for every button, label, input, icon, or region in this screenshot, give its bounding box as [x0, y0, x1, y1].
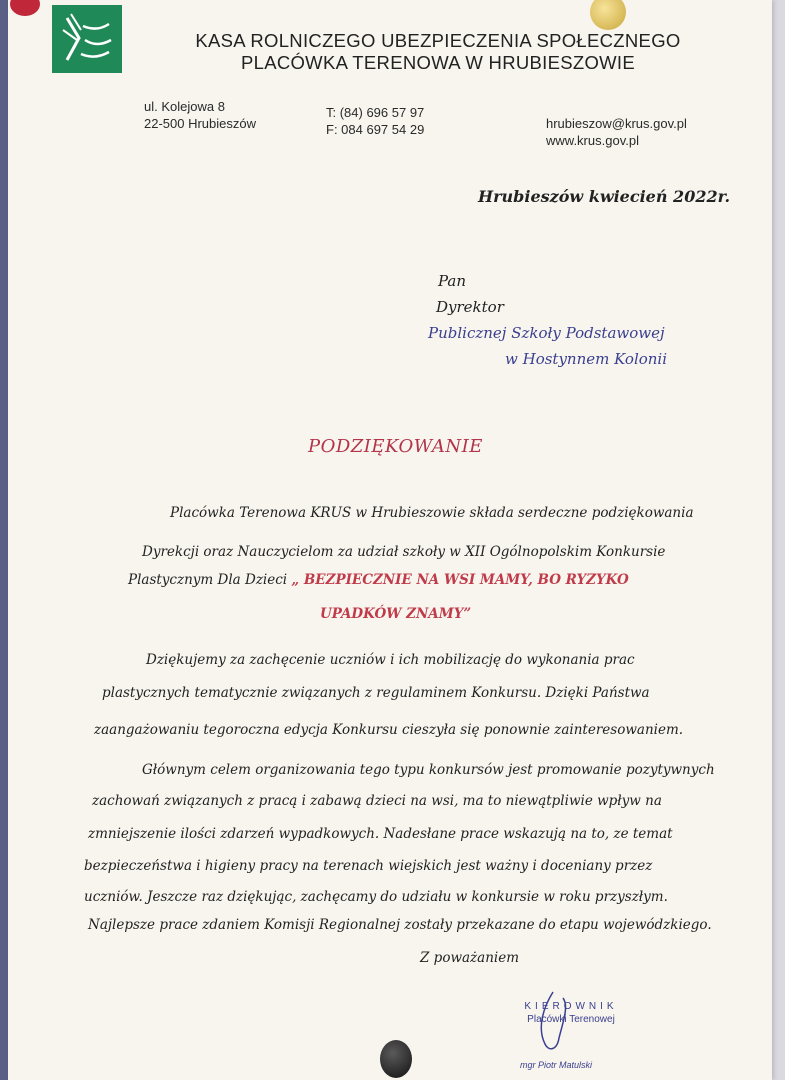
letter-paper: [8, 0, 772, 1080]
letter-heading: PODZIĘKOWANIE: [308, 436, 483, 457]
stamp-subtitle: Placówki Terenowej: [527, 1014, 615, 1025]
para1-line-3-text: Plastycznym Dla Dzieci: [128, 572, 288, 588]
closing-salutation: Z poważaniem: [420, 950, 520, 966]
para1-line-3: [128, 572, 629, 588]
recipient-line-2: Dyrektor: [436, 298, 504, 316]
para3-line-4: bezpieczeństwa i higieny pracy na terenach wiejskich jest ważny i doceniany przez: [84, 858, 653, 874]
recipient-line-1: Pan: [438, 272, 467, 290]
header-line-2: PLACÓWKA TERENOWA W HRUBIESZOWIE: [240, 52, 636, 73]
contest-title-part-1: „ BEZPIECZNIE NA WSI MAMY, BO RYZYKO: [291, 572, 629, 588]
phone-number: T: (84) 696 57 97: [326, 105, 425, 120]
para3-line-1: Głównym celem organizowania tego typu konkursów jest promowanie pozytywnych: [142, 762, 715, 778]
signer-name: mgr Piotr Matulski: [520, 1060, 593, 1070]
black-pushpin-icon: [380, 1040, 412, 1078]
header-line-1: KASA ROLNICZEGO UBEZPIECZENIA SPOŁECZNEGO: [195, 30, 681, 51]
fax-number: F: 084 697 54 29: [326, 122, 425, 137]
para1-line-2: Dyrekcji oraz Nauczycielom za udział szkoły w XII Ogólnopolskim Konkursie: [142, 544, 666, 560]
institution-header: [158, 30, 718, 74]
recipient-line-3: Publicznej Szkoły Podstawowej: [428, 324, 665, 342]
para2-line-2: plastycznych tematycznie związanych z regulaminem Konkursu. Dzięki Państwa: [102, 685, 650, 701]
para3-line-5: uczniów. Jeszcze raz dziękując, zachęcamy do udziału w konkursie w roku przyszłym.: [84, 889, 668, 905]
web-block: [546, 115, 687, 149]
para2-line-3: zaangażowaniu tegoroczna edycja Konkursu cieszyła się ponownie zainteresowaniem.: [94, 722, 684, 738]
para1-line-1: Placówka Terenowa KRUS w Hrubieszowie składa serdeczne podziękowania: [170, 505, 694, 521]
contest-title-part-2: UPADKÓW ZNAMY”: [320, 606, 472, 622]
para3-line-6: Najlepsze prace zdaniem Komisji Regionalnej zostały przekazane do etapu wojewódzkiego.: [88, 917, 712, 933]
letter-date: Hrubieszów kwiecień 2022r.: [478, 187, 731, 206]
email-address: hrubieszow@krus.gov.pl: [546, 116, 687, 131]
phone-block: [326, 104, 424, 138]
para3-line-2: zachowań związanych z pracą i zabawą dzieci na wsi, ma to niewątpliwie wpływ na: [92, 793, 662, 809]
para3-line-3: zmniejszenie ilości zdarzeń wypadkowych. Nadesłane prace wskazują na to, ze temat: [88, 826, 673, 842]
para2-line-1: Dziękujemy za zachęcenie uczniów i ich mobilizację do wykonania prac: [146, 652, 635, 668]
krus-logo-icon: [52, 5, 122, 73]
address-line-1: ul. Kolejowa 8: [144, 99, 225, 114]
signature-icon: [523, 988, 583, 1060]
address-block: [144, 98, 256, 132]
address-line-2: 22-500 Hrubieszów: [144, 116, 257, 131]
stamp-title: KIEROWNIK: [524, 1001, 618, 1012]
website: www.krus.gov.pl: [546, 133, 639, 148]
recipient-line-4: w Hostynnem Kolonii: [505, 350, 668, 368]
